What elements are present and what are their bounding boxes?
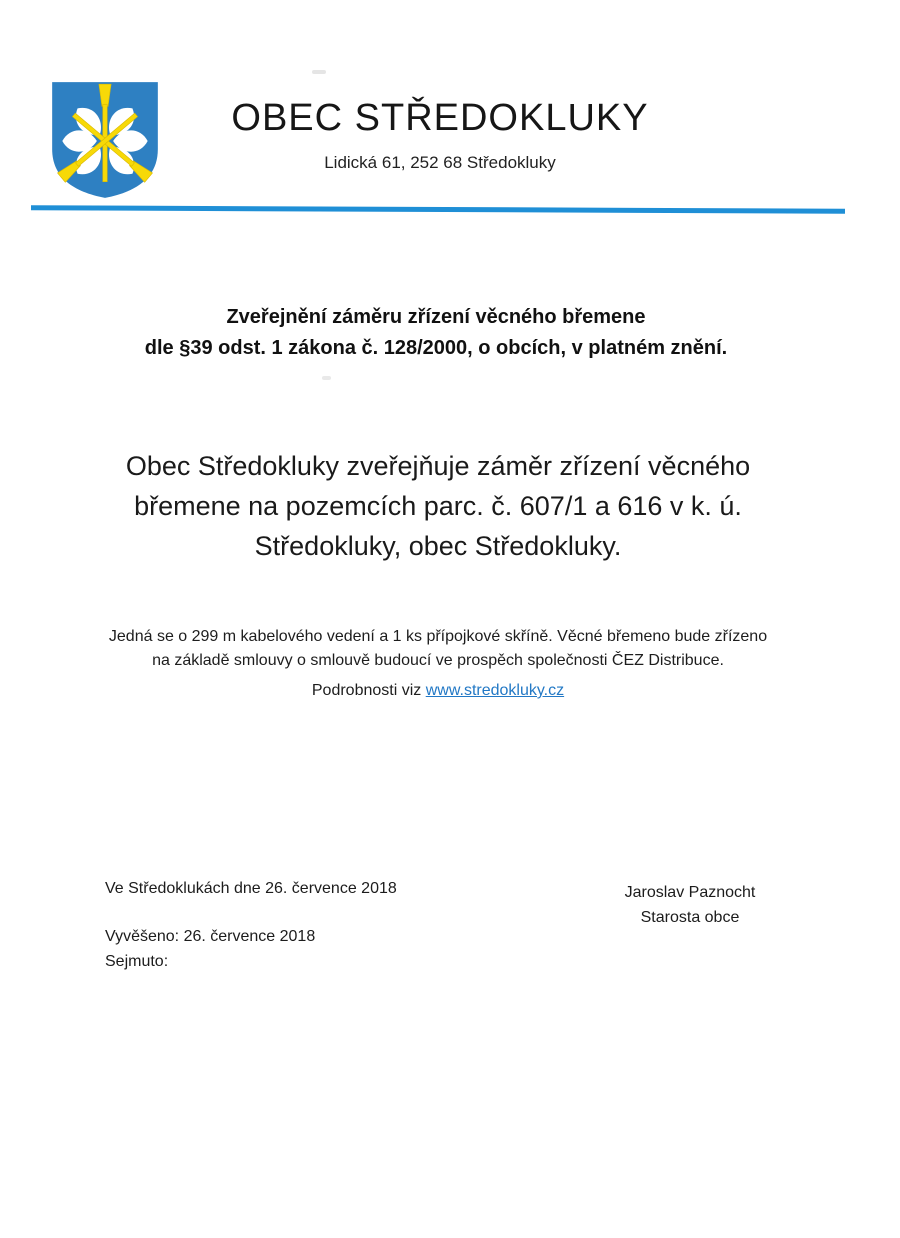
notice-body [0, 446, 876, 566]
notice-details [0, 625, 876, 673]
org-address: Lidická 61, 252 68 Středokluky [324, 153, 556, 172]
website-link[interactable]: www.stredokluky.cz [425, 682, 565, 699]
scan-artifact [312, 70, 326, 74]
letterhead [185, 96, 695, 173]
notice-body-line: Středokluky, obec Středokluky. [254, 531, 622, 561]
header-divider [31, 205, 845, 214]
removed-date: Sejmuto: [105, 953, 169, 970]
notice-title-line-1: Zveřejnění záměru zřízení věcného břemene [226, 306, 646, 328]
link-prefix: Podrobnosti viz [311, 682, 426, 699]
org-name: OBEC STŘEDOKLUKY [231, 97, 649, 139]
posted-date: Vyvěšeno: 26. července 2018 [105, 928, 316, 945]
place-and-date: Ve Středoklukách dne 26. července 2018 [105, 880, 397, 897]
coat-of-arms-icon [44, 76, 166, 202]
notice-details-line: Jedná se o 299 m kabelového vedení a 1 ks přípojkové skříně. Věcné břemeno bude zřízeno [108, 628, 768, 645]
signer-title: Starosta obce [640, 909, 740, 926]
notice-details-line: na základě smlouvy o smlouvě budoucí ve prospěch společnosti ČEZ Distribuce. [152, 652, 724, 669]
notice-title [0, 302, 872, 364]
signer-name: Jaroslav Paznocht [624, 884, 756, 901]
signature-block [605, 880, 775, 930]
notice-body-line: Obec Středokluky zveřejňuje záměr zřízení věcného [125, 451, 751, 481]
details-link-line [0, 682, 876, 700]
scan-artifact [322, 376, 331, 380]
notice-title-line-2: dle §39 odst. 1 zákona č. 128/2000, o obcích, v platném znění. [144, 337, 728, 359]
notice-body-line: břemene na pozemcích parc. č. 607/1 a 616 v k. ú. [134, 491, 742, 521]
